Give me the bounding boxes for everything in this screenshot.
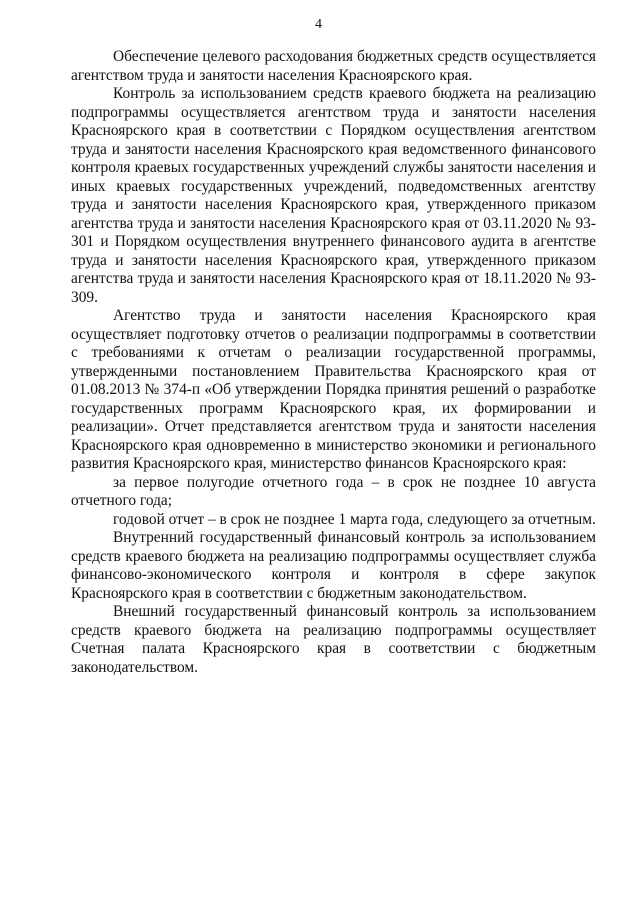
paragraph-reporting: Агентство труда и занятости населения Красноярского края осуществляет подготовку отчетов о реализации подпрограммы в соответствии с требованиями к отчетам о реализации государственной программы, утвержденными постановлением Правительства Красноярского края от 01.08.2013 № 374-п «Об утверждении Порядка принятия решений о разработке государственных программ Красноярского края, их формировании и реализации». Отчет представляется агентством труда и занятости населения Красноярского края одновременно в министерство экономики и регионального развития Красноярского края, министерство финансов Красноярского края:	[71, 307, 596, 472]
paragraph-external-control: Внешний государственный финансовый контроль за использованием средств краевого бюджета на реализацию подпрограммы осуществляет Счетная палата Красноярского края в соответствии с бюджетным законодательством.	[71, 603, 596, 676]
paragraph-control-procedure: Контроль за использованием средств краевого бюджета на реализацию подпрограммы осуществляется агентством труда и занятости населения Красноярского края в соответствии с Порядком осуществления агентством труда и занятости населения Красноярского края ведомственного финансового контроля краевых государственных учреждений службы занятости населения и иных краевых государственных учреждений, подведомственных агентству труда и занятости населения Красноярского края, утвержденного приказом агентства труда и занятости населения Красноярского края от 03.11.2020 № 93-301 и Порядком осуществления внутреннего финансового аудита в агентстве труда и занятости населения Красноярского края, утвержденного приказом агентства труда и занятости населения Красноярского края от 18.11.2020 № 93-309.	[71, 85, 596, 306]
document-body	[71, 48, 596, 677]
paragraph-half-year-report: за первое полугодие отчетного года – в срок не позднее 10 августа отчетного года;	[71, 473, 596, 509]
paragraph-budget-spending: Обеспечение целевого расходования бюджетных средств осуществляется агентством труда и занятости населения Красноярского края.	[71, 48, 596, 84]
page-number: 4	[315, 17, 322, 32]
paragraph-annual-report: годовой отчет – в срок не позднее 1 марта года, следующего за отчетным.	[113, 510, 596, 528]
paragraph-internal-control: Внутренний государственный финансовый контроль за использованием средств краевого бюджета на реализацию подпрограммы осуществляет служба финансово-экономического контроля и контроля в сфере закупок Красноярского края в соответствии с бюджетным законодательством.	[71, 529, 596, 602]
